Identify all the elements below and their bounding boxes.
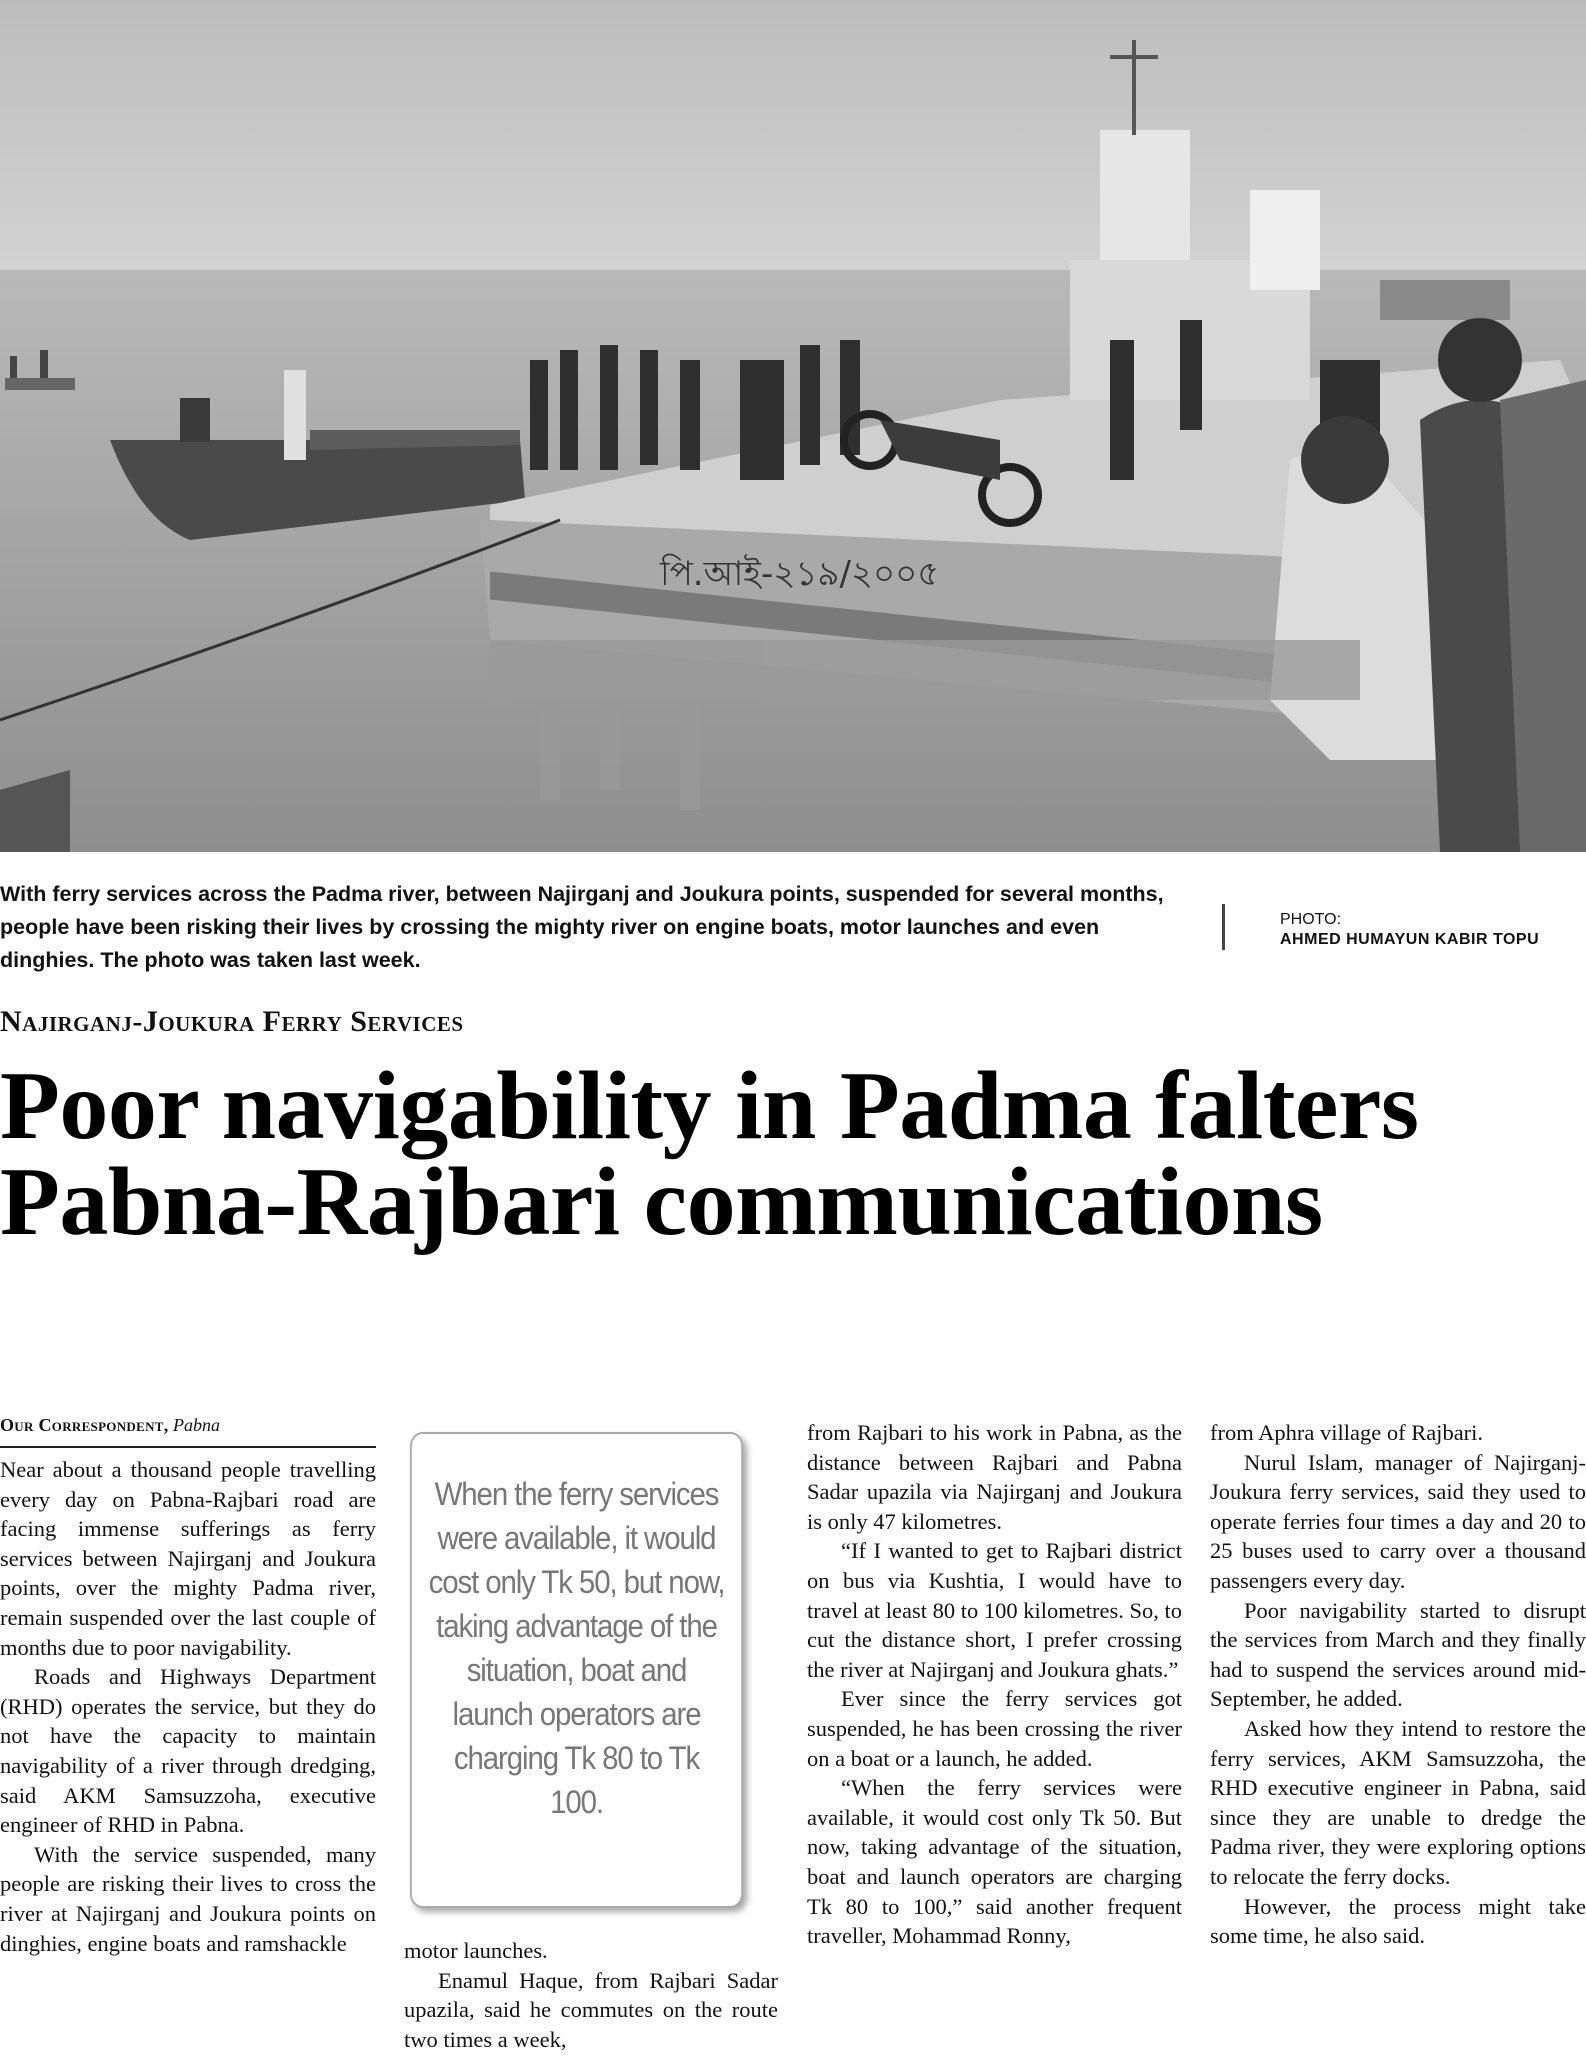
article-column-1	[0, 1455, 376, 1958]
headline: Poor navigability in Padma falters Pabna-Rajbari communications	[0, 1052, 1419, 1256]
byline	[0, 1415, 220, 1436]
article-column-3	[807, 1418, 1182, 1951]
news-photo	[0, 0, 1586, 852]
byline-rule	[0, 1446, 376, 1448]
paragraph: Poor navigability started to disrupt the services from March and they finally had to suspend the services around mid-September, he added.	[1210, 1597, 1586, 1712]
byline-correspondent: Our Correspondent,	[0, 1415, 169, 1435]
photo-credit	[1280, 910, 1539, 950]
pull-quote: When the ferry services were available, it would cost only Tk 50, but now, taking advantage of the situation, boat and launch operators are charging Tk 80 to Tk 100.	[410, 1432, 743, 1908]
paragraph: from Aphra village of Rajbari.	[1210, 1420, 1484, 1445]
byline-place: Pabna	[173, 1415, 221, 1435]
paragraph: “When the ferry services were available, it would cost only Tk 50. But now, taking advantage of the situation, boat and launch operators are charging Tk 80 to 100,” said another frequent traveller, Mohammad Ronny,	[807, 1775, 1182, 1949]
paragraph: Near about a thousand people travelling every day on Pabna-Rajbari road are facing immense sufferings as ferry services between Najirganj and Joukura points, over the mighty Padma river, remain suspended over the last couple of months due to poor navigability.	[0, 1457, 376, 1660]
paragraph: Enamul Haque, from Rajbari Sadar upazila, said he commutes on the route two times a week,	[404, 1967, 778, 2052]
article-column-4	[1210, 1418, 1586, 1951]
paragraph: motor launches.	[404, 1938, 548, 1963]
photographer-name: AHMED HUMAYUN KABIR TOPU	[1280, 931, 1540, 948]
paragraph: However, the process might take some time, he also said.	[1210, 1893, 1586, 1949]
paragraph: “If I wanted to get to Rajbari district on bus via Kushtia, I would have to travel at least 80 to 100 kilometres. So, to cut the distance short, I prefer crossing the river at Najirganj and Joukura ghats.”	[807, 1538, 1182, 1682]
paragraph: Nurul Islam, manager of Najirganj-Joukura ferry services, said they used to operate ferries four times a day and 20 to 25 buses used to carry over a thousand passengers every day.	[1210, 1449, 1586, 1593]
ferry-ghat-photo-illustration	[0, 0, 1586, 852]
paragraph: With the service suspended, many people are risking their lives to cross the river at Najirganj and Joukura points on dinghies, engine boats and ramshackle	[0, 1841, 376, 1956]
paragraph: Ever since the ferry services got suspended, he has been crossing the river on a boat or a launch, he added.	[807, 1686, 1182, 1771]
kicker: Najirganj-Joukura Ferry Services	[0, 1005, 464, 1038]
photo-caption: With ferry services across the Padma river, between Najirganj and Joukura points, suspended for several months, people have been risking their lives by crossing the mighty river on engine boats, motor launches and even dinghies. The photo was taken last week.	[0, 882, 1164, 972]
article-column-2	[404, 1936, 778, 2054]
paragraph: Asked how they intend to restore the ferry services, AKM Samsuzzoha, the RHD executive engineer in Pabna, said since they are unable to dredge the Padma river, they were exploring options to relocate the ferry docks.	[1210, 1715, 1586, 1889]
photo-credit-label: PHOTO:	[1280, 911, 1342, 928]
pontoon-marking: পি.আই-২১৯/২০০৫	[660, 554, 940, 594]
credit-divider	[1222, 904, 1225, 950]
paragraph: Roads and Highways Department (RHD) operates the service, but they do not have the capacity to maintain navigability of a river through dredging, said AKM Samsuzzoha, executive engineer of RHD in Pabna.	[0, 1664, 376, 1838]
paragraph: from Rajbari to his work in Pabna, as the distance between Rajbari and Pabna Sadar upazila via Najirganj and Joukura is only 47 kilometres.	[807, 1420, 1182, 1534]
